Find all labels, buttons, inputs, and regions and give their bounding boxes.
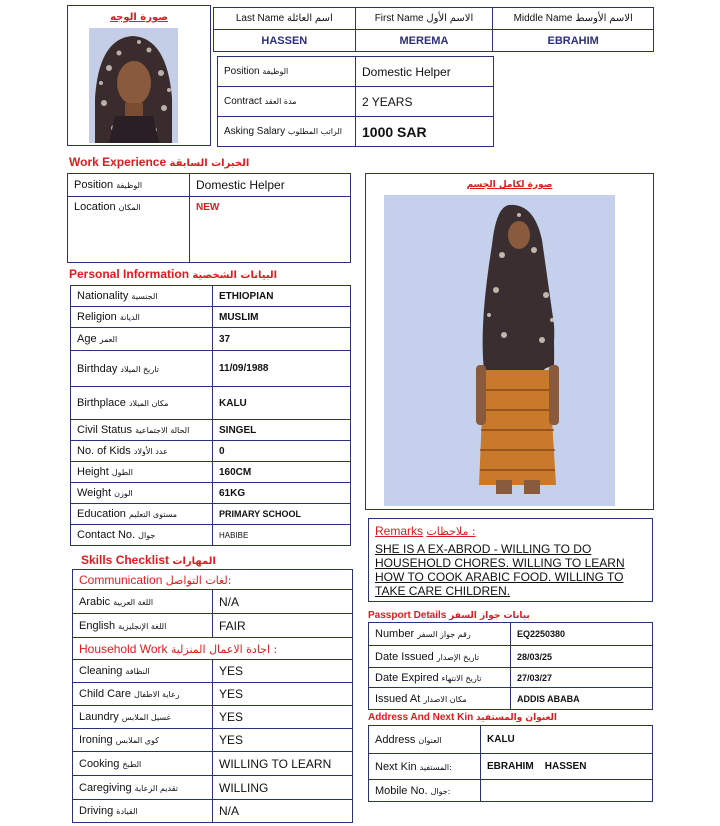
skill-value-cooking: WILLING TO LEARN [213,752,353,776]
we-location-label: Location [74,201,116,213]
pi-value-age: 37 [213,328,351,351]
pi-label-ar: العمر [99,335,118,344]
contract-label: Contract [224,96,262,107]
passport-label-cell [369,688,511,710]
last-name-label: Last Name اسم العائلة [214,8,356,30]
passport-label-cell [369,668,511,688]
passport-label-ar: تاريخ الانتهاء [441,673,482,683]
we-position-label: Position [74,179,114,191]
skill-label-ar: رعاية الاطفال [134,690,180,699]
fullbody-photo-title: صورة لكامل الجسم [466,180,553,190]
contract-label-ar: مدة العقد [264,97,297,106]
skill-value-child-care: YES [213,683,353,706]
salary-value: 1000 SAR [356,117,494,147]
address-label: Mobile No. [375,784,428,797]
skill-value-arabic: N/A [213,590,353,614]
first-name-label: First Name الاسم الأول [355,8,493,30]
address-title: Address And Next Kin العنوان والمستفيد [368,712,558,723]
pi-label-cell [71,420,213,441]
pi-label-ar: مستوى التعليم [129,510,178,519]
skill-label-ar: كوي الملابس [115,736,159,745]
pi-value-religion: MUSLIM [213,307,351,328]
job-table [217,56,494,147]
skill-value-driving: N/A [213,800,353,823]
skill-label-cell [73,614,213,638]
address-label-ar: العنوان [418,735,442,745]
passport-label-cell [369,623,511,646]
pi-value-education: PRIMARY SCHOOL [213,504,351,525]
pi-label-cell [71,441,213,462]
pi-label-ar: الجنسية [131,292,158,301]
face-photo [89,28,178,143]
address-label-ar: المستفيد: [419,762,452,772]
address-label: Address [375,733,416,746]
skill-label-cell [73,683,213,706]
salary-label-cell [218,117,356,147]
we-position-label-ar: الوظيفة [116,181,143,190]
skills-table [72,569,353,823]
address-table [368,725,653,802]
passport-date-issued: 28/03/25 [511,646,653,668]
remarks-header: Remarks ملاحظات : [375,524,476,538]
skill-label: Laundry [79,711,119,723]
pi-label: Nationality [77,290,129,302]
passport-issued-at: ADDIS ABABA [511,688,653,710]
skill-label-ar: القيادة [116,807,138,816]
personal-info-title: Personal Information البيانات الشخصية [69,267,278,281]
pi-label-ar: عدد الأولاد [133,447,168,456]
passport-label: Date Issued [375,650,434,663]
pi-value-birthplace: KALU [213,387,351,420]
pi-value-weight: 61KG [213,483,351,504]
we-position-label-cell [68,174,190,197]
skill-label-cell [73,800,213,823]
skill-label-cell [73,752,213,776]
skill-label-ar: اللغة الإنجليزية [118,621,167,631]
remarks-line: TAKE CARE CHILDREN. [375,584,511,598]
middle-name-value: EBRAHIM [493,30,654,52]
passport-label: Date Expired [375,671,439,684]
pi-label-cell [71,387,213,420]
position-label-cell [218,57,356,87]
pi-label-ar: الحالة الاجتماعية [135,426,190,435]
pi-value-kids: 0 [213,441,351,462]
remarks-line: SHE IS A EX-ABROD - WILLING TO DO [375,542,592,556]
passport-label-ar: رقم جواز السفر [417,630,471,639]
pi-label-ar: مكان الميلاد [128,399,169,408]
mobile-value [481,780,653,802]
skill-value-laundry: YES [213,706,353,729]
we-location-value: NEW [190,197,351,263]
pi-label-ar: الديانة [119,313,140,322]
skill-label: Ironing [79,734,113,746]
passport-title: Passport Details بيانات جواز السفر [368,610,530,621]
skill-label: Driving [79,805,114,817]
address-label: Next Kin [375,760,417,773]
skills-title: Skills Checklist المهارات [81,553,216,567]
skill-label-ar: النظافة [125,667,150,676]
pi-label: Contact No. [77,529,136,541]
skill-label-cell [73,706,213,729]
fullbody-photo [384,195,615,506]
passport-label-cell [369,646,511,668]
pi-label-ar: تاريخ الميلاد [120,364,159,374]
we-location-label-cell [68,197,190,263]
salary-label-ar: الراتب المطلوب [287,127,343,136]
pi-value-height: 160CM [213,462,351,483]
first-name-value: MEREMA [355,30,493,52]
pi-label-ar: الوزن [114,489,133,498]
address-value: KALU [481,726,653,754]
pi-label-cell [71,504,213,525]
skill-label-ar: غسيل الملابس [121,713,171,722]
pi-label: Height [77,466,109,478]
salary-label: Asking Salary [224,126,286,137]
skill-label: Cooking [79,757,120,770]
pi-label: Age [77,333,97,345]
skill-label-ar: اللغة العربية [113,597,154,607]
pi-label-cell [71,462,213,483]
skill-label: Cleaning [79,665,123,677]
skill-label-ar: تقديم الرعاية [134,783,179,793]
pi-label-cell [71,286,213,307]
skill-label-cell [73,729,213,752]
skill-label-cell [73,590,213,614]
last-name-value: HASSEN [214,30,356,52]
contract-value: 2 YEARS [356,87,494,117]
skill-value-cleaning: YES [213,660,353,683]
pi-label-cell [71,307,213,328]
position-label: Position [224,66,260,77]
remarks-line: HOW TO COOK ARABIC FOOD. WILLING TO [375,570,624,584]
address-label-cell [369,780,481,802]
passport-label-ar: تاريخ الإصدار [436,652,480,662]
skill-value-caregiving: WILLING [213,776,353,800]
pi-label: Weight [77,487,112,499]
pi-label: Education [77,508,126,520]
we-location-label-ar: المكان [118,203,141,212]
pi-label: Birthday [77,362,118,375]
pi-label: Religion [77,311,117,323]
skill-label: Arabic [79,595,111,608]
skill-label-ar: الطبخ [122,759,142,769]
name-table [213,7,654,52]
pi-value-birthday: 11/09/1988 [213,351,351,387]
skill-value-ironing: YES [213,729,353,752]
address-label-ar: جوال: [430,786,451,796]
pi-value-nationality: ETHIOPIAN [213,286,351,307]
middle-name-label: Middle Name الاسم الأوسط [493,8,654,30]
pi-label-cell [71,483,213,504]
face-photo-frame [67,5,211,146]
passport-date-expired: 27/03/27 [511,668,653,688]
pi-label-ar: الطول [111,468,134,477]
passport-table [368,622,653,710]
next-kin-value: EBRAHIM HASSEN [481,754,653,780]
personal-info-table [70,285,351,546]
passport-label-ar: مكان الاصدار [423,694,467,704]
pi-label: No. of Kids [77,445,131,457]
skill-label-cell [73,776,213,800]
remarks-text [375,542,646,598]
address-label-cell [369,726,481,754]
passport-label: Issued At [375,692,421,705]
passport-number: EQ2250380 [511,623,653,646]
skill-value-english: FAIR [213,614,353,638]
pi-label-cell [71,525,213,546]
remarks-line: HOUSEHOLD CHORES. WILLING TO LEARN [375,556,625,570]
pi-label: Civil Status [77,424,133,436]
pi-label-cell [71,351,213,387]
skill-label: Caregiving [79,781,132,794]
passport-label: Number [375,628,415,640]
pi-value-civil-status: SINGEL [213,420,351,441]
position-label-ar: الوظيفة [262,67,289,76]
pi-label-ar: جوال [138,531,156,540]
pi-value-contact: HABIBE [213,525,351,546]
skill-label-cell [73,660,213,683]
work-experience-table [67,173,351,263]
work-experience-title: Work Experience الخبرات السابقة [69,155,250,169]
position-value: Domestic Helper [356,57,494,87]
pi-label: Birthplace [77,397,126,409]
skill-label: English [79,619,116,632]
we-position-value: Domestic Helper [190,174,351,197]
communication-header: Communication لغات التواصل: [73,570,353,590]
address-label-cell [369,754,481,780]
fullbody-photo-frame [365,173,654,510]
household-header: Household Work اجادة الاعمال المنزلية : [73,638,353,660]
skill-label: Child Care [79,688,131,700]
face-photo-title: صورة الوجه [110,12,168,23]
contract-label-cell [218,87,356,117]
remarks-box [368,518,653,602]
pi-label-cell [71,328,213,351]
